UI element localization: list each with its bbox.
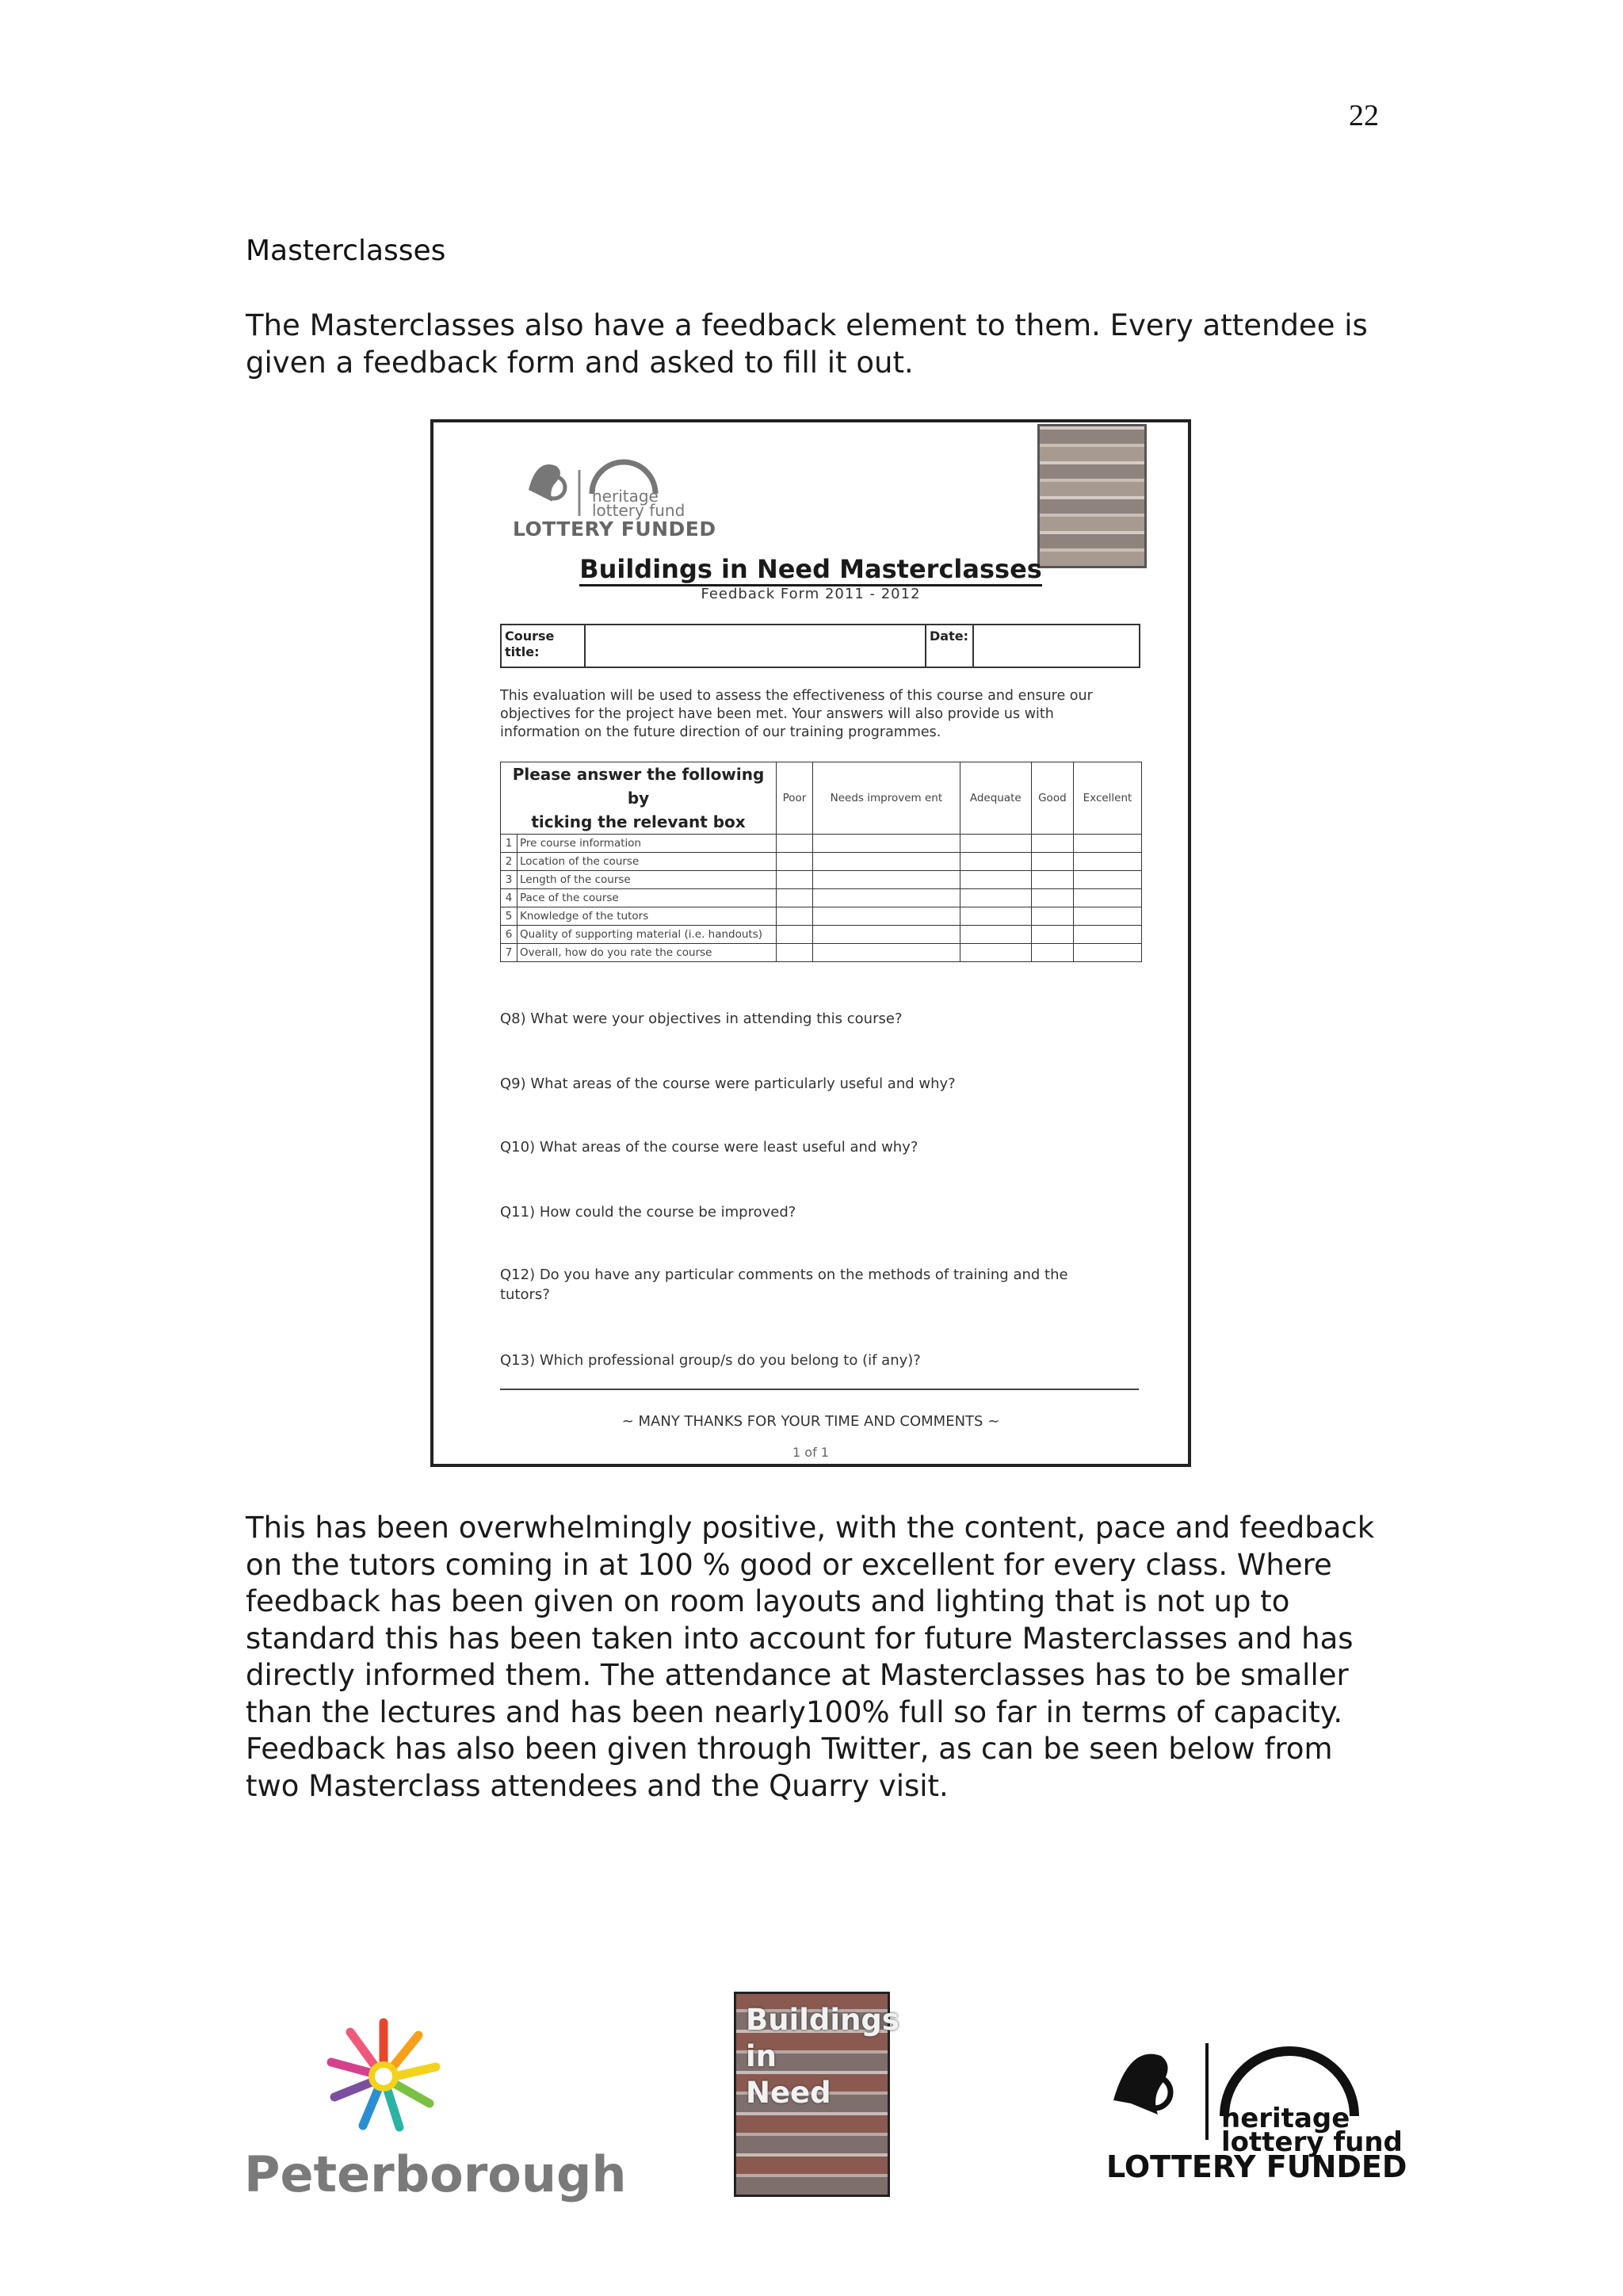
table-row: 1 Pre course information xyxy=(501,835,1142,853)
intro-paragraph xyxy=(246,308,1395,381)
rating-header: Good xyxy=(1031,762,1073,835)
bin-text-line: in xyxy=(746,2039,777,2073)
intro-line: given a feedback form and asked to fill it out. xyxy=(246,345,914,380)
peterborough-logo xyxy=(241,2013,627,2203)
rating-header: Poor xyxy=(777,762,813,835)
body-line: than the lectures and has been nearly100% full so far in terms of capacity. xyxy=(246,1694,1343,1729)
table-row: 7 Overall, how do you rate the course xyxy=(501,944,1142,962)
hlf-text-1: heritage xyxy=(1221,2103,1350,2134)
body-line: directly informed them. The attendance at Masterclasses has to be smaller xyxy=(246,1658,1349,1692)
body-line: standard this has been taken into account for future Masterclasses and has xyxy=(246,1621,1354,1656)
question-q8: Q8) What were your objectives in attending this course? xyxy=(500,1010,903,1027)
heritage-lottery-fund-logo xyxy=(513,446,695,565)
lottery-funded-text: LOTTERY FUNDED xyxy=(513,518,716,541)
intro-line: The Masterclasses also have a feedback element to them. Every attendee is xyxy=(246,308,1368,342)
body-line: on the tutors coming in at 100 % good or excellent for every class. Where xyxy=(246,1547,1332,1582)
question-q9: Q9) What areas of the course were particularly useful and why? xyxy=(500,1075,956,1092)
bin-text-line: Buildings xyxy=(746,2003,899,2037)
rating-header: Adequate xyxy=(960,762,1031,835)
thanks-text: ~ MANY THANKS FOR YOUR TIME AND COMMENTS ~ xyxy=(621,1413,1000,1430)
question-q10: Q10) What areas of the course were least useful and why? xyxy=(500,1139,918,1156)
date-label: Date: xyxy=(926,625,974,667)
form-page-number: 1 of 1 xyxy=(792,1445,829,1460)
rating-table xyxy=(500,762,1142,962)
body-line: two Masterclass attendees and the Quarry visit. xyxy=(246,1768,949,1803)
body-paragraph xyxy=(246,1510,1395,1805)
question-q11: Q11) How could the course be improved? xyxy=(500,1204,796,1221)
course-date-box xyxy=(500,624,1140,668)
table-row: 5 Knowledge of the tutors xyxy=(501,907,1142,926)
lottery-funded-footer-text: LOTTERY FUNDED xyxy=(1106,2149,1407,2184)
course-title-label: Course title: xyxy=(502,625,586,667)
form-subtitle: Feedback Form 2011 - 2012 xyxy=(701,586,921,602)
feedback-form-image xyxy=(430,419,1191,1467)
body-line: Feedback has also been given through Twitter, as can be seen below from xyxy=(246,1732,1333,1766)
course-title-field xyxy=(586,625,926,667)
buildings-in-need-logo xyxy=(734,1992,899,2197)
divider xyxy=(500,1389,1139,1390)
section-heading: Masterclasses xyxy=(246,235,446,267)
table-row: 6 Quality of supporting material (i.e. handouts) xyxy=(501,926,1142,944)
table-row: 4 Pace of the course xyxy=(501,889,1142,907)
question-q13: Q13) Which professional group/s do you belong to (if any)? xyxy=(500,1352,921,1369)
logo-text-1: heritage xyxy=(592,487,659,506)
rating-header: Needs improvem ent xyxy=(812,762,960,835)
hlf-text-2: lottery fund xyxy=(1221,2126,1403,2158)
form-title: Buildings in Need Masterclasses xyxy=(579,554,1042,586)
form-intro: This evaluation will be used to assess the effectiveness of this course and ensure our objectives for the project have been met. Your answers will also provide us with information on the future direction of our training programmes. xyxy=(500,688,1093,740)
table-row: 2 Location of the course xyxy=(501,853,1142,871)
page-number: 22 xyxy=(1349,99,1379,132)
rating-header: Excellent xyxy=(1074,762,1142,835)
question-q12: Q12) Do you have any particular comments on the methods of training and the tutors? xyxy=(500,1266,1068,1303)
table-row: 3 Length of the course xyxy=(501,871,1142,889)
logo-text-2: lottery fund xyxy=(592,501,685,520)
body-line: feedback has been given on room layouts and lighting that is not up to xyxy=(246,1584,1290,1618)
table-instruction: Please answer the following by ticking the relevant box xyxy=(501,762,777,835)
body-line: This has been overwhelmingly positive, with the content, pace and feedback xyxy=(246,1511,1375,1545)
brick-wall-photo xyxy=(1037,424,1147,568)
peterborough-wordmark: Peterborough xyxy=(244,2145,627,2203)
bin-text-line: Need xyxy=(746,2076,831,2110)
